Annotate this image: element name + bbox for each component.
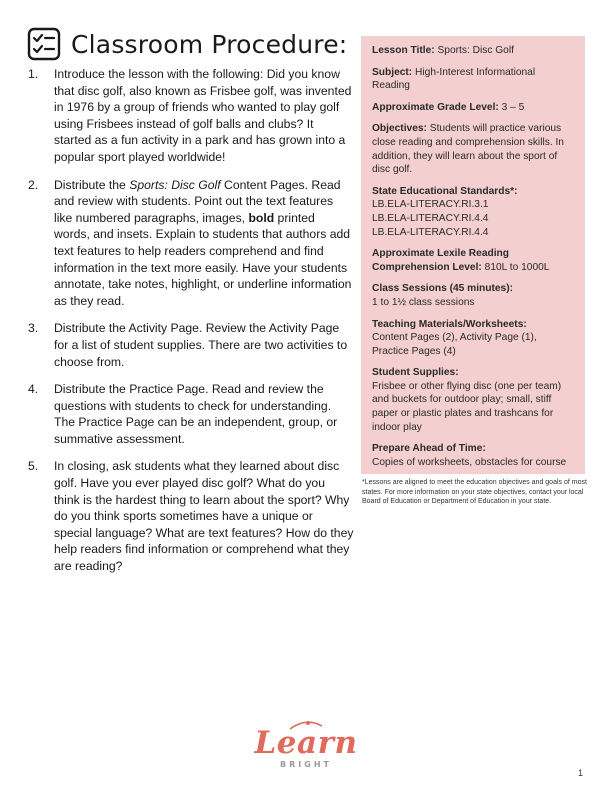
standards-block (372, 185, 575, 239)
step-text: Introduce the lesson with the following: Did you know that disc golf, also known as Frisbee golf, was invented in 1976 by a group of friends who wanted to play golf using Frisbees instead of golf balls and clubs? It started as a fun activity in a park and has grown into a popular sport played worldwide! (54, 67, 352, 164)
procedure-step (26, 177, 354, 310)
logo-subtext: BRIGHT (280, 760, 332, 769)
subject-label: Subject: (372, 66, 413, 78)
objectives-label: Objectives: (372, 123, 427, 135)
step-text-part: Content Pages. Read and review with students. Point out the text features like numbered paragraphs, images, (54, 177, 341, 225)
prepare-label: Prepare Ahead of Time: (372, 443, 486, 455)
step-text: Distribute the Activity Page. Review the Activity Page for a list of student supplies. There are two activities to choose from. (54, 321, 348, 369)
lexile-block (372, 247, 575, 274)
lexile-label: Approximate Lexile Reading Comprehension Level: (372, 248, 509, 273)
step-text: In closing, ask students what they learned about disc golf. Have you ever played disc golf? What do you think is the hardest thing to learn about the sport? Why do you think sports sometimes have a unique or special language? What are text features? How do they help readers find information or comprehend what they are reading? (54, 459, 354, 574)
procedure-step (26, 320, 354, 370)
lesson-title-value: Sports: Disc Golf (437, 45, 514, 56)
step-text (54, 177, 354, 310)
lesson-title-block (372, 44, 575, 58)
step-text-part: printed words, and insets. Explain to students that authors add text features to help readers comprehend and find information in the text more easily. Have your students annotate, take notes, highlight, or underline information as they read. (54, 210, 352, 308)
subject-block (372, 66, 575, 93)
materials-block (372, 318, 575, 359)
grade-level-label: Approximate Grade Level: (372, 101, 499, 113)
materials-label: Teaching Materials/Worksheets: (372, 318, 527, 330)
standard-item: LB.ELA-LITERACY.RI.4.4 (372, 226, 489, 238)
step-number: 5. (28, 459, 39, 474)
prepare-value: Copies of worksheets, obstacles for course (372, 456, 567, 468)
sessions-value: 1 to 1½ class sessions (372, 296, 475, 308)
standards-label: State Educational Standards*: (372, 185, 518, 197)
subject-value: High-Interest Informational Reading (372, 66, 536, 92)
standard-item: LB.ELA-LITERACY.RI.3.1 (372, 199, 489, 211)
standard-item: LB.ELA-LITERACY.RI.4.4 (372, 212, 489, 224)
materials-value: Content Pages (2), Activity Page (1), Practice Pages (4) (372, 332, 537, 357)
sessions-label: Class Sessions (45 minutes): (372, 283, 513, 295)
lesson-info-sidebar (361, 36, 585, 474)
step-text: Distribute the Practice Page. Read and review the questions with students to check for understanding. The Practice Page can be an independent, group, or summative assessment. (54, 382, 338, 446)
page-header (27, 24, 347, 64)
grade-level-block (372, 101, 575, 115)
step-number: 1. (28, 67, 39, 81)
lesson-title-label: Lesson Title: (372, 45, 435, 56)
step-number: 4. (28, 382, 39, 397)
step-text-part: Distribute the (54, 177, 130, 192)
procedure-step (26, 458, 354, 574)
logo-wordmark: Learn (254, 725, 358, 761)
page-number: 1 (578, 768, 584, 778)
sessions-block (372, 282, 575, 309)
supplies-block (372, 366, 575, 434)
learn-bright-logo (250, 722, 362, 774)
step-number: 3. (28, 321, 39, 336)
checklist-icon (27, 27, 61, 61)
supplies-value: Frisbee or other flying disc (one per team) and buckets for outdoor play; small, stiff paper or plastic plates and trashcans for indoor play (372, 380, 562, 433)
page-title: Classroom Procedure: (71, 29, 348, 59)
step-number: 2. (28, 177, 39, 192)
grade-level-value: 3 – 5 (501, 101, 525, 113)
step-text-italic: Sports: Disc Golf (129, 177, 221, 192)
lexile-value: 810L to 1000L (484, 261, 550, 273)
procedure-step (26, 66, 354, 166)
step-text-bold: bold (248, 210, 275, 225)
objectives-value: Students will practice various close reading and comprehension skills. In addition, they will learn about the sport of disc golf. (372, 123, 564, 176)
procedure-step (26, 381, 354, 447)
objectives-block (372, 122, 575, 176)
procedure-list (26, 66, 354, 586)
standards-footnote: *Lessons are aligned to meet the education objectives and goals of most states. For more information on your state objectives, contact your local Board of Education or Department of Education in your state. (362, 479, 587, 506)
supplies-label: Student Supplies: (372, 367, 459, 379)
prepare-block (372, 442, 575, 469)
